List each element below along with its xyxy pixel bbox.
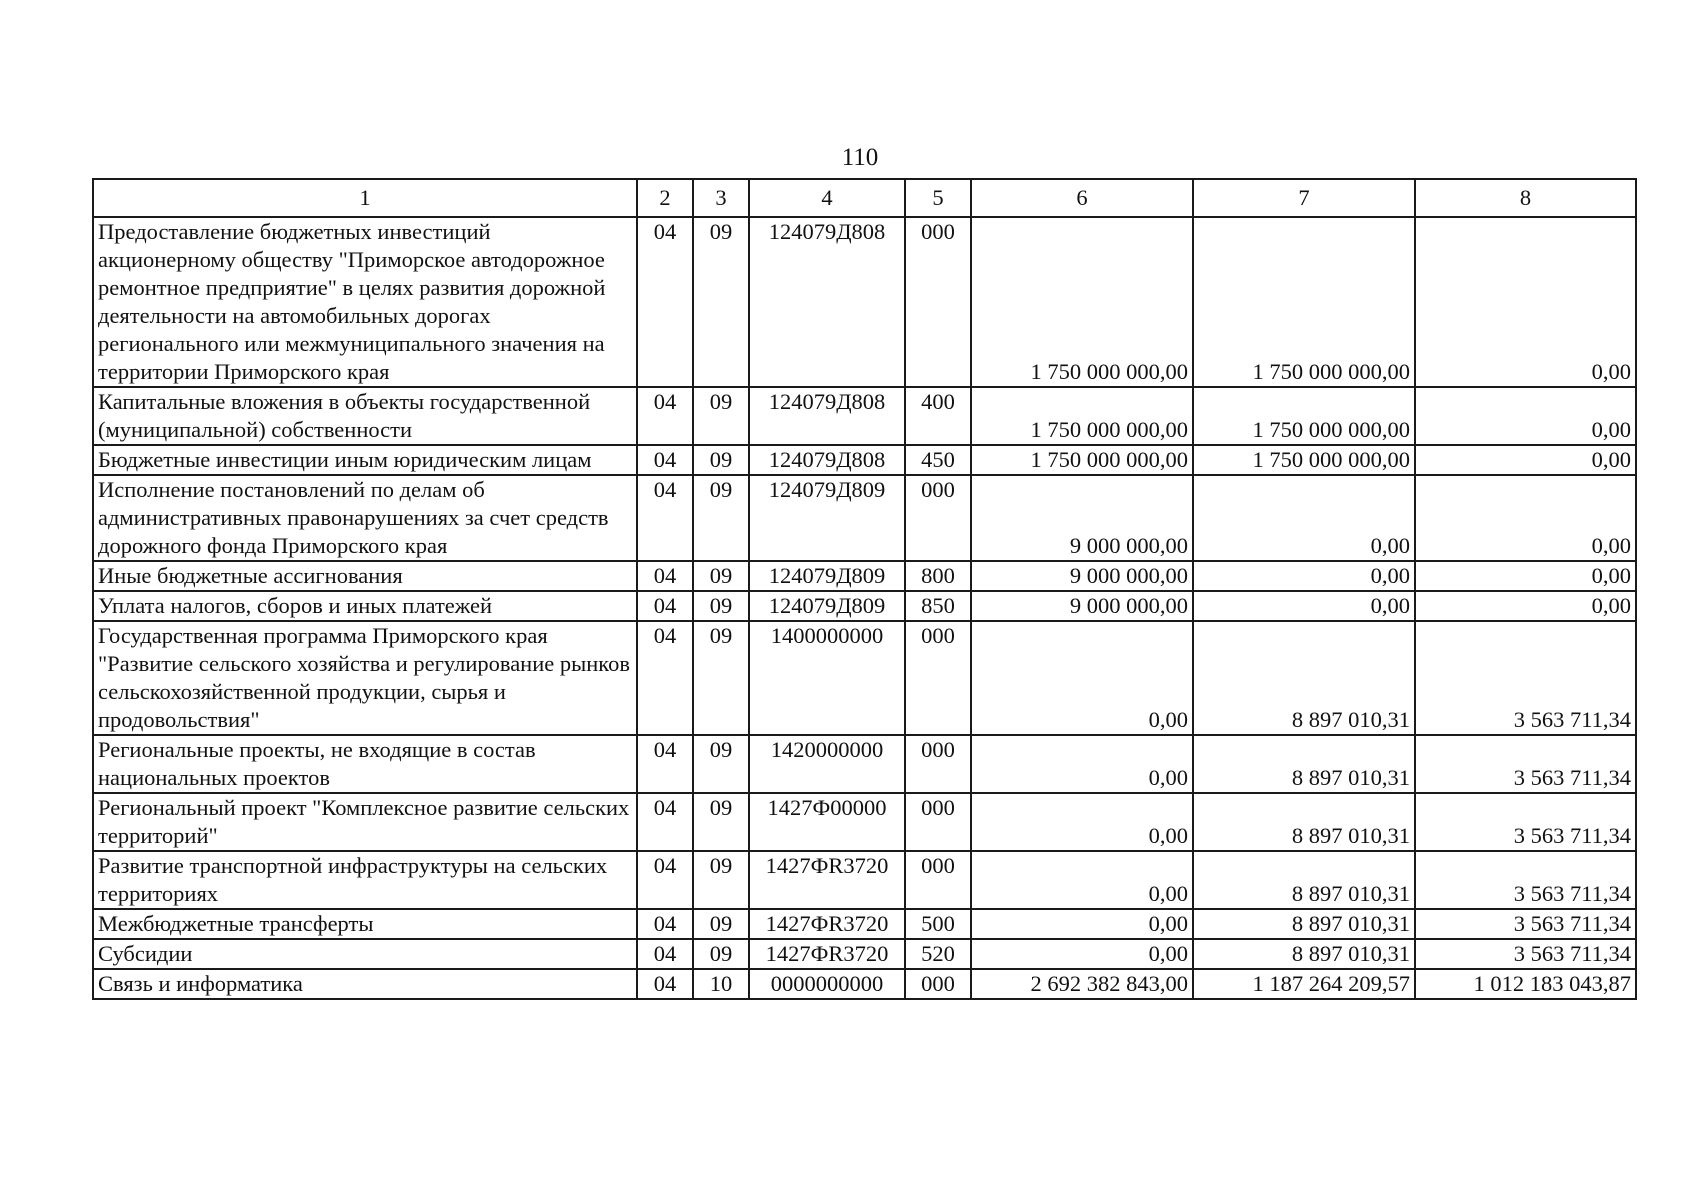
row-amount-col8: 3 563 711,34 [1415,851,1636,909]
row-name: Межбюджетные трансферты [93,909,637,939]
row-target-code: 1427ФR3720 [749,909,905,939]
row-amount-col7: 1 187 264 209,57 [1193,969,1415,999]
row-subsection: 09 [693,591,749,621]
row-amount-col6: 0,00 [971,735,1193,793]
row-subsection: 09 [693,217,749,387]
row-amount-col7: 8 897 010,31 [1193,793,1415,851]
table-row [93,793,1636,851]
row-amount-col6: 2 692 382 843,00 [971,969,1193,999]
row-amount-col8: 3 563 711,34 [1415,793,1636,851]
table-row [93,387,1636,445]
row-amount-col8: 0,00 [1415,591,1636,621]
row-amount-col6: 0,00 [971,621,1193,735]
row-target-code: 124079Д809 [749,561,905,591]
col-header-1: 1 [93,179,637,217]
row-expense-type: 520 [905,939,971,969]
row-subsection: 09 [693,851,749,909]
row-section: 04 [637,217,693,387]
row-target-code: 124079Д809 [749,475,905,561]
row-section: 04 [637,851,693,909]
row-expense-type: 800 [905,561,971,591]
col-header-4: 4 [749,179,905,217]
row-subsection: 09 [693,793,749,851]
row-amount-col6: 0,00 [971,793,1193,851]
row-target-code: 124079Д808 [749,387,905,445]
header-row [93,179,1636,217]
row-amount-col7: 0,00 [1193,591,1415,621]
row-target-code: 124079Д809 [749,591,905,621]
budget-table [92,178,1637,1000]
row-subsection: 09 [693,445,749,475]
row-target-code: 1400000000 [749,621,905,735]
table-row [93,735,1636,793]
row-section: 04 [637,475,693,561]
row-name: Иные бюджетные ассигнования [93,561,637,591]
row-target-code: 1427ФR3720 [749,939,905,969]
col-header-3: 3 [693,179,749,217]
row-target-code: 124079Д808 [749,445,905,475]
col-header-7: 7 [1193,179,1415,217]
row-section: 04 [637,387,693,445]
row-expense-type: 450 [905,445,971,475]
row-section: 04 [637,591,693,621]
row-amount-col8: 0,00 [1415,561,1636,591]
row-amount-col7: 8 897 010,31 [1193,735,1415,793]
row-subsection: 10 [693,969,749,999]
row-amount-col7: 8 897 010,31 [1193,621,1415,735]
row-subsection: 09 [693,621,749,735]
table-row [93,969,1636,999]
table-row [93,939,1636,969]
row-section: 04 [637,621,693,735]
row-name: Уплата налогов, сборов и иных платежей [93,591,637,621]
row-subsection: 09 [693,939,749,969]
row-amount-col8: 0,00 [1415,445,1636,475]
row-amount-col6: 9 000 000,00 [971,561,1193,591]
row-subsection: 09 [693,475,749,561]
row-expense-type: 000 [905,621,971,735]
col-header-2: 2 [637,179,693,217]
row-expense-type: 000 [905,851,971,909]
row-name: Субсидии [93,939,637,969]
row-name: Предоставление бюджетных инвестиций акционерному обществу "Приморское автодорожное ремонтное предприятие" в целях развития дорожной деятельности на автомобильных дорогах регионального или межмуниципального значения на территории Приморского края [93,217,637,387]
col-header-8: 8 [1415,179,1636,217]
row-amount-col8: 0,00 [1415,217,1636,387]
row-name: Государственная программа Приморского края "Развитие сельского хозяйства и регулирование рынков сельскохозяйственной продукции, сырья и продовольствия" [93,621,637,735]
row-name: Региональные проекты, не входящие в состав национальных проектов [93,735,637,793]
row-target-code: 1427ФR3720 [749,851,905,909]
row-name: Связь и информатика [93,969,637,999]
row-subsection: 09 [693,387,749,445]
table-row [93,909,1636,939]
row-expense-type: 850 [905,591,971,621]
table-row [93,445,1636,475]
row-section: 04 [637,909,693,939]
row-section: 04 [637,735,693,793]
row-amount-col8: 0,00 [1415,475,1636,561]
row-amount-col6: 9 000 000,00 [971,475,1193,561]
row-amount-col7: 0,00 [1193,475,1415,561]
row-amount-col8: 0,00 [1415,387,1636,445]
row-subsection: 09 [693,735,749,793]
row-expense-type: 000 [905,217,971,387]
row-amount-col8: 3 563 711,34 [1415,909,1636,939]
table-row [93,217,1636,387]
row-amount-col8: 3 563 711,34 [1415,735,1636,793]
row-section: 04 [637,939,693,969]
row-name: Исполнение постановлений по делам об административных правонарушениях за счет средств дорожного фонда Приморского края [93,475,637,561]
row-amount-col7: 8 897 010,31 [1193,909,1415,939]
row-expense-type: 000 [905,735,971,793]
row-amount-col7: 1 750 000 000,00 [1193,387,1415,445]
row-section: 04 [637,561,693,591]
row-amount-col6: 1 750 000 000,00 [971,217,1193,387]
row-amount-col8: 3 563 711,34 [1415,939,1636,969]
table-row [93,621,1636,735]
row-name: Развитие транспортной инфраструктуры на сельских территориях [93,851,637,909]
row-target-code: 124079Д808 [749,217,905,387]
row-amount-col6: 0,00 [971,939,1193,969]
row-section: 04 [637,969,693,999]
table-row [93,591,1636,621]
row-section: 04 [637,445,693,475]
row-expense-type: 000 [905,969,971,999]
row-amount-col7: 1 750 000 000,00 [1193,217,1415,387]
row-name: Бюджетные инвестиции иным юридическим лицам [93,445,637,475]
row-name: Капитальные вложения в объекты государственной (муниципальной) собственности [93,387,637,445]
row-target-code: 1427Ф00000 [749,793,905,851]
row-amount-col7: 8 897 010,31 [1193,939,1415,969]
row-subsection: 09 [693,909,749,939]
col-header-5: 5 [905,179,971,217]
row-amount-col7: 8 897 010,31 [1193,851,1415,909]
row-amount-col6: 1 750 000 000,00 [971,387,1193,445]
row-target-code: 0000000000 [749,969,905,999]
table-row [93,475,1636,561]
table-row [93,561,1636,591]
row-target-code: 1420000000 [749,735,905,793]
row-section: 04 [637,793,693,851]
row-expense-type: 400 [905,387,971,445]
row-name: Региональный проект "Комплексное развитие сельских территорий" [93,793,637,851]
row-expense-type: 500 [905,909,971,939]
row-amount-col6: 0,00 [971,909,1193,939]
row-amount-col6: 0,00 [971,851,1193,909]
row-amount-col7: 0,00 [1193,561,1415,591]
row-subsection: 09 [693,561,749,591]
row-expense-type: 000 [905,793,971,851]
row-expense-type: 000 [905,475,971,561]
page-number: 110 [841,144,879,171]
table-row [93,851,1636,909]
col-header-6: 6 [971,179,1193,217]
row-amount-col6: 1 750 000 000,00 [971,445,1193,475]
row-amount-col6: 9 000 000,00 [971,591,1193,621]
row-amount-col8: 1 012 183 043,87 [1415,969,1636,999]
row-amount-col8: 3 563 711,34 [1415,621,1636,735]
row-amount-col7: 1 750 000 000,00 [1193,445,1415,475]
